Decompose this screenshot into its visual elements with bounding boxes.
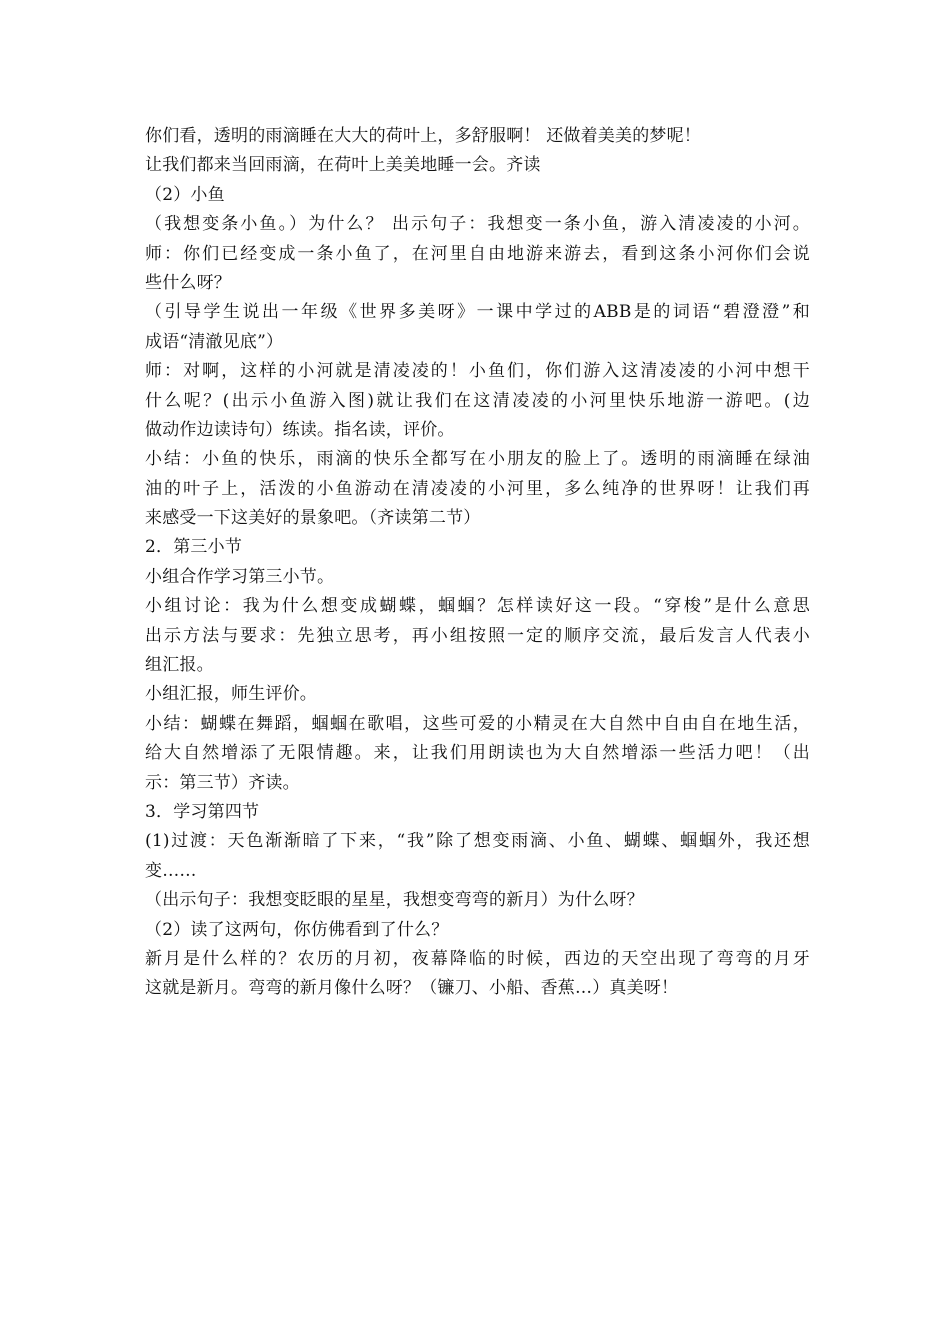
- text-line: 示：第三节）齐读。: [145, 772, 300, 793]
- text-line: 2．第三小节: [145, 537, 243, 558]
- text-line: 新月是什么样的？农历的月初，夜幕降临的时候，西边的天空出现了弯弯的月牙: [145, 948, 810, 969]
- text-line: 出示方法与要求：先独立思考，再小组按照一定的顺序交流，最后发言人代表小: [145, 625, 810, 646]
- text-line: 油的叶子上，活泼的小鱼游动在清凌凌的小河里，多么纯净的世界呀！让我们再: [145, 478, 810, 499]
- text-line: 小组汇报，师生评价。: [145, 684, 317, 705]
- text-line: 成语“清澈见底”）: [145, 331, 284, 352]
- text-line: 这就是新月。弯弯的新月像什么呀？（镰刀、小船、香蕉…）真美呀！: [145, 978, 679, 999]
- text-line: （2）读了这两句，你仿佛看到了什么？: [145, 919, 449, 940]
- text-line: 小结：小鱼的快乐，雨滴的快乐全都写在小朋友的脸上了。透明的雨滴睡在绿油: [145, 449, 810, 470]
- text-line: 师：你们已经变成一条小鱼了，在河里自由地游来游去，看到这条小河你们会说: [145, 243, 810, 264]
- text-line: (1)过渡：天色渐渐暗了下来，“我”除了想变雨滴、小鱼、蝴蝶、蝈蝈外，我还想: [145, 831, 810, 852]
- text-line: 小结：蝴蝶在舞蹈，蝈蝈在歌唱，这些可爱的小精灵在大自然中自由自在地生活，: [145, 713, 810, 734]
- text-line: 小组合作学习第三小节。: [145, 566, 335, 587]
- text-line: （我想变条小鱼。）为什么？ 出示句子：我想变一条小鱼，游入清凌凌的小河。: [145, 214, 810, 235]
- text-line: 来感受一下这美好的景象吧。（齐读第二节）: [145, 508, 481, 529]
- text-line: 变……: [145, 860, 197, 881]
- text-line: 什么呢？(出示小鱼游入图)就让我们在这清凌凌的小河里快乐地游一游吧。(边: [145, 390, 810, 411]
- text-line: 小组讨论：我为什么想变成蝴蝶，蝈蝈？怎样读好这一段。“穿梭”是什么意思: [145, 596, 810, 617]
- text-line: 做动作边读诗句）练读。指名读，评价。: [145, 419, 455, 440]
- text-line: 让我们都来当回雨滴，在荷叶上美美地睡一会。齐读: [145, 155, 541, 176]
- text-line: （引导学生说出一年级《世界多美呀》一课中学过的ABB是的词语“碧澄澄”和: [145, 302, 810, 323]
- text-line: 些什么呀？: [145, 272, 231, 293]
- text-line: （出示句子：我想变眨眼的星星，我想变弯弯的新月）为什么呀？: [145, 890, 644, 911]
- text-line: 3．学习第四节: [145, 801, 260, 822]
- text-line: （2）小鱼: [145, 184, 225, 205]
- lesson-text: [145, 122, 810, 1004]
- text-line: 给大自然增添了无限情趣。来，让我们用朗读也为大自然增添一些活力吧！（出: [145, 743, 810, 764]
- text-line: 师：对啊，这样的小河就是清凌凌的！小鱼们，你们游入这清凌凌的小河中想干: [145, 361, 810, 382]
- text-line: 组汇报。: [145, 655, 214, 676]
- text-line: 你们看，透明的雨滴睡在大大的荷叶上，多舒服啊！ 还做着美美的梦呢！: [145, 126, 702, 146]
